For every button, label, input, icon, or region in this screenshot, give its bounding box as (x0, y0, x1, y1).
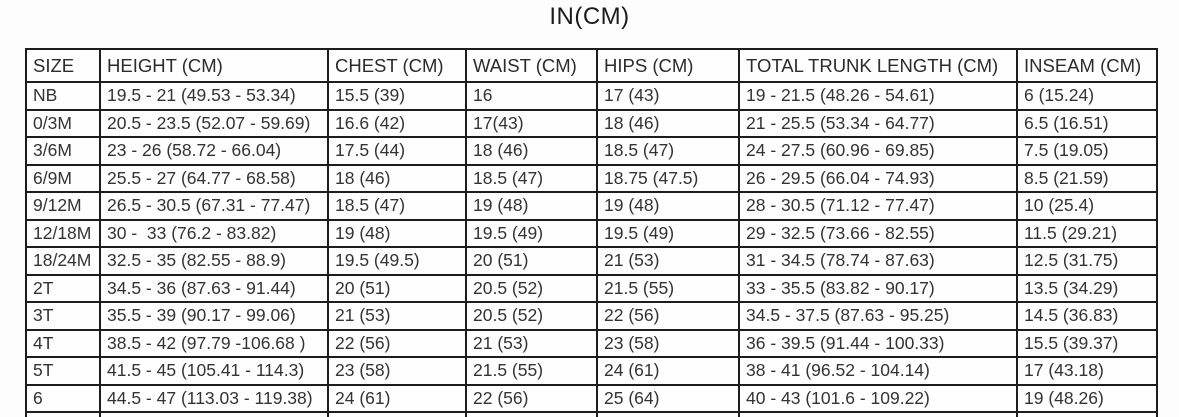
table-row (26, 110, 1157, 138)
table-cell: 21 (53) (328, 302, 466, 330)
table-cell: 34.5 - 36 (87.63 - 91.44) (100, 275, 328, 303)
table-cell: 4T (26, 330, 100, 358)
table-cell-empty (739, 412, 1017, 417)
table-row (26, 302, 1157, 330)
table-cell: 33 - 35.5 (83.82 - 90.17) (739, 275, 1017, 303)
table-cell: 18 (46) (597, 110, 739, 138)
table-cell: 15.5 (39.37) (1017, 330, 1157, 358)
table-cell: 21.5 (55) (597, 275, 739, 303)
table-cell: 17 (43.18) (1017, 357, 1157, 385)
table-cell: 23 - 26 (58.72 - 66.04) (100, 137, 328, 165)
table-cell: 20.5 (52) (466, 275, 597, 303)
table-row (26, 220, 1157, 248)
table-cell: 18 (46) (466, 137, 597, 165)
table-cell: 28 - 30.5 (71.12 - 77.47) (739, 192, 1017, 220)
table-cell: 21 (53) (597, 247, 739, 275)
table-row-clipped (26, 412, 1157, 417)
table-header-row (26, 49, 1157, 82)
table-cell-empty (597, 412, 739, 417)
size-chart-header (26, 49, 1157, 82)
table-cell: 12.5 (31.75) (1017, 247, 1157, 275)
table-cell-empty (466, 412, 597, 417)
table-cell: NB (26, 82, 100, 110)
table-cell: 19 (48) (466, 192, 597, 220)
table-cell: 16.6 (42) (328, 110, 466, 138)
table-cell: 24 (61) (328, 385, 466, 413)
table-cell: 20.5 - 23.5 (52.07 - 59.69) (100, 110, 328, 138)
table-cell: 20 (51) (466, 247, 597, 275)
table-cell: 3/6M (26, 137, 100, 165)
table-cell: 19 (48) (328, 220, 466, 248)
table-cell-empty (328, 412, 466, 417)
table-cell: 25.5 - 27 (64.77 - 68.58) (100, 165, 328, 193)
column-header: HIPS (CM) (597, 49, 739, 82)
table-cell: 6 (26, 385, 100, 413)
table-row (26, 357, 1157, 385)
table-cell: 13.5 (34.29) (1017, 275, 1157, 303)
table-cell: 36 - 39.5 (91.44 - 100.33) (739, 330, 1017, 358)
table-cell: 25 (64) (597, 385, 739, 413)
table-cell: 19 (48) (597, 192, 739, 220)
table-cell: 7.5 (19.05) (1017, 137, 1157, 165)
table-row (26, 137, 1157, 165)
column-header: HEIGHT (CM) (100, 49, 328, 82)
table-cell: 41.5 - 45 (105.41 - 114.3) (100, 357, 328, 385)
size-chart-body (26, 82, 1157, 417)
table-cell: 19.5 (49) (466, 220, 597, 248)
table-cell: 18/24M (26, 247, 100, 275)
table-cell: 20.5 (52) (466, 302, 597, 330)
table-cell: 6.5 (16.51) (1017, 110, 1157, 138)
column-header: INSEAM (CM) (1017, 49, 1157, 82)
size-chart-table (25, 48, 1158, 417)
table-cell: 18.5 (47) (466, 165, 597, 193)
table-cell: 22 (56) (466, 385, 597, 413)
column-header: WAIST (CM) (466, 49, 597, 82)
table-cell: 19.5 (49.5) (328, 247, 466, 275)
table-cell: 21 (53) (466, 330, 597, 358)
table-row (26, 82, 1157, 110)
table-row (26, 247, 1157, 275)
table-cell: 35.5 - 39 (90.17 - 99.06) (100, 302, 328, 330)
table-cell: 15.5 (39) (328, 82, 466, 110)
table-row (26, 385, 1157, 413)
table-row (26, 192, 1157, 220)
table-cell: 12/18M (26, 220, 100, 248)
table-cell: 16 (466, 82, 597, 110)
column-header: SIZE (26, 49, 100, 82)
table-cell: 24 (61) (597, 357, 739, 385)
table-cell: 19.5 - 21 (49.53 - 53.34) (100, 82, 328, 110)
table-cell: 0/3M (26, 110, 100, 138)
table-cell: 22 (56) (328, 330, 466, 358)
table-cell: 40 - 43 (101.6 - 109.22) (739, 385, 1017, 413)
table-cell: 17(43) (466, 110, 597, 138)
table-cell: 21.5 (55) (466, 357, 597, 385)
column-header: TOTAL TRUNK LENGTH (CM) (739, 49, 1017, 82)
table-cell: 19.5 (49) (597, 220, 739, 248)
table-cell: 32.5 - 35 (82.55 - 88.9) (100, 247, 328, 275)
table-cell: 30 - 33 (76.2 - 83.82) (100, 220, 328, 248)
table-cell: 19 (48.26) (1017, 385, 1157, 413)
table-cell: 22 (56) (597, 302, 739, 330)
table-cell: 18.75 (47.5) (597, 165, 739, 193)
table-cell: 2T (26, 275, 100, 303)
table-cell: 24 - 27.5 (60.96 - 69.85) (739, 137, 1017, 165)
table-cell: 20 (51) (328, 275, 466, 303)
table-cell: 18.5 (47) (328, 192, 466, 220)
table-cell: 31 - 34.5 (78.74 - 87.63) (739, 247, 1017, 275)
table-cell: 14.5 (36.83) (1017, 302, 1157, 330)
table-cell: 23 (58) (328, 357, 466, 385)
table-cell: 5T (26, 357, 100, 385)
table-cell: 3T (26, 302, 100, 330)
table-cell: 29 - 32.5 (73.66 - 82.55) (739, 220, 1017, 248)
table-cell: 17 (43) (597, 82, 739, 110)
table-cell: 26 - 29.5 (66.04 - 74.93) (739, 165, 1017, 193)
size-chart-title: IN(CM) (549, 3, 630, 30)
table-cell: 21 - 25.5 (53.34 - 64.77) (739, 110, 1017, 138)
table-row (26, 275, 1157, 303)
table-cell-empty (26, 412, 100, 417)
table-cell: 9/12M (26, 192, 100, 220)
table-cell: 38 - 41 (96.52 - 104.14) (739, 357, 1017, 385)
table-row (26, 165, 1157, 193)
table-cell: 34.5 - 37.5 (87.63 - 95.25) (739, 302, 1017, 330)
table-cell: 38.5 - 42 (97.79 -106.68 ) (100, 330, 328, 358)
table-cell: 19 - 21.5 (48.26 - 54.61) (739, 82, 1017, 110)
table-cell: 17.5 (44) (328, 137, 466, 165)
table-cell: 18 (46) (328, 165, 466, 193)
table-cell: 18.5 (47) (597, 137, 739, 165)
table-cell: 6 (15.24) (1017, 82, 1157, 110)
table-cell: 11.5 (29.21) (1017, 220, 1157, 248)
table-cell-empty (1017, 412, 1157, 417)
table-cell-empty (100, 412, 328, 417)
table-cell: 6/9M (26, 165, 100, 193)
table-cell: 8.5 (21.59) (1017, 165, 1157, 193)
table-row (26, 330, 1157, 358)
column-header: CHEST (CM) (328, 49, 466, 82)
table-cell: 44.5 - 47 (113.03 - 119.38) (100, 385, 328, 413)
table-cell: 23 (58) (597, 330, 739, 358)
table-cell: 10 (25.4) (1017, 192, 1157, 220)
table-cell: 26.5 - 30.5 (67.31 - 77.47) (100, 192, 328, 220)
